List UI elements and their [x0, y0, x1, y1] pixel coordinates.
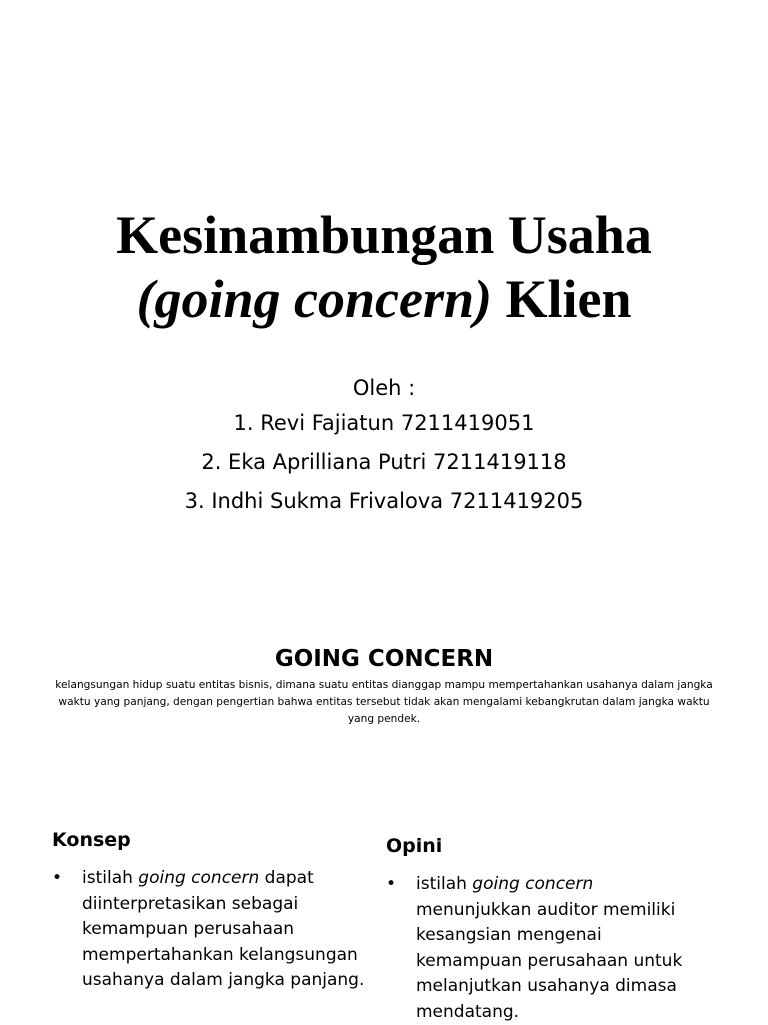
going-concern-definition: kelangsungan hidup suatu entitas bisnis, dimana suatu entitas dianggap mampu mempertahankan usahanya dalam jangka waktu yang panjang, dengan pengertian bahwa entitas tersebut tidak akan mengalami kebangkrutan dalam jangka waktu yang pendek.	[55, 679, 713, 725]
author-item: 2. Eka Aprilliana Putri 7211419118	[201, 450, 567, 474]
going-concern-slide	[0, 600, 768, 1024]
title-italic-term: (going concern)	[136, 269, 492, 329]
title-line-2-rest: Klien	[491, 269, 632, 329]
opini-text-before: istilah	[416, 874, 473, 894]
opini-text-after: menunjukkan auditor memiliki kesangsian mengenai kemampuan perusahaan untuk melanjutkan usahanya dimasa mendatang.	[416, 899, 683, 1022]
authors-block	[0, 372, 768, 521]
konsep-text-after: dapat diinterpretasikan sebagai kemampuan perusahaan mempertahankan kelangsungan usahanya dalam jangka panjang.	[82, 868, 365, 990]
by-label: Oleh :	[352, 376, 416, 400]
title-line-2	[0, 267, 768, 331]
opini-bullet-text	[416, 872, 706, 1025]
opini-heading: Opini	[386, 835, 443, 857]
presentation-title	[0, 203, 768, 331]
konsep-column	[52, 824, 372, 994]
bullet-icon: •	[386, 874, 397, 894]
opini-bullet-item	[386, 872, 706, 1025]
title-line-1: Kesinambungan Usaha	[116, 205, 652, 265]
konsep-heading: Konsep	[52, 829, 131, 851]
konsep-text-before: istilah	[82, 868, 139, 888]
konsep-text-italic: going concern	[138, 868, 260, 888]
author-item: 3. Indhi Sukma Frivalova 7211419205	[184, 489, 584, 513]
konsep-bullet-text	[82, 866, 372, 994]
going-concern-heading: GOING CONCERN	[274, 646, 494, 672]
konsep-bullet-item	[52, 866, 372, 994]
opini-column	[386, 830, 706, 1025]
author-item: 1. Revi Fajiatun 7211419051	[233, 411, 535, 435]
bullet-icon: •	[52, 868, 63, 888]
opini-text-italic: going concern	[472, 874, 594, 894]
